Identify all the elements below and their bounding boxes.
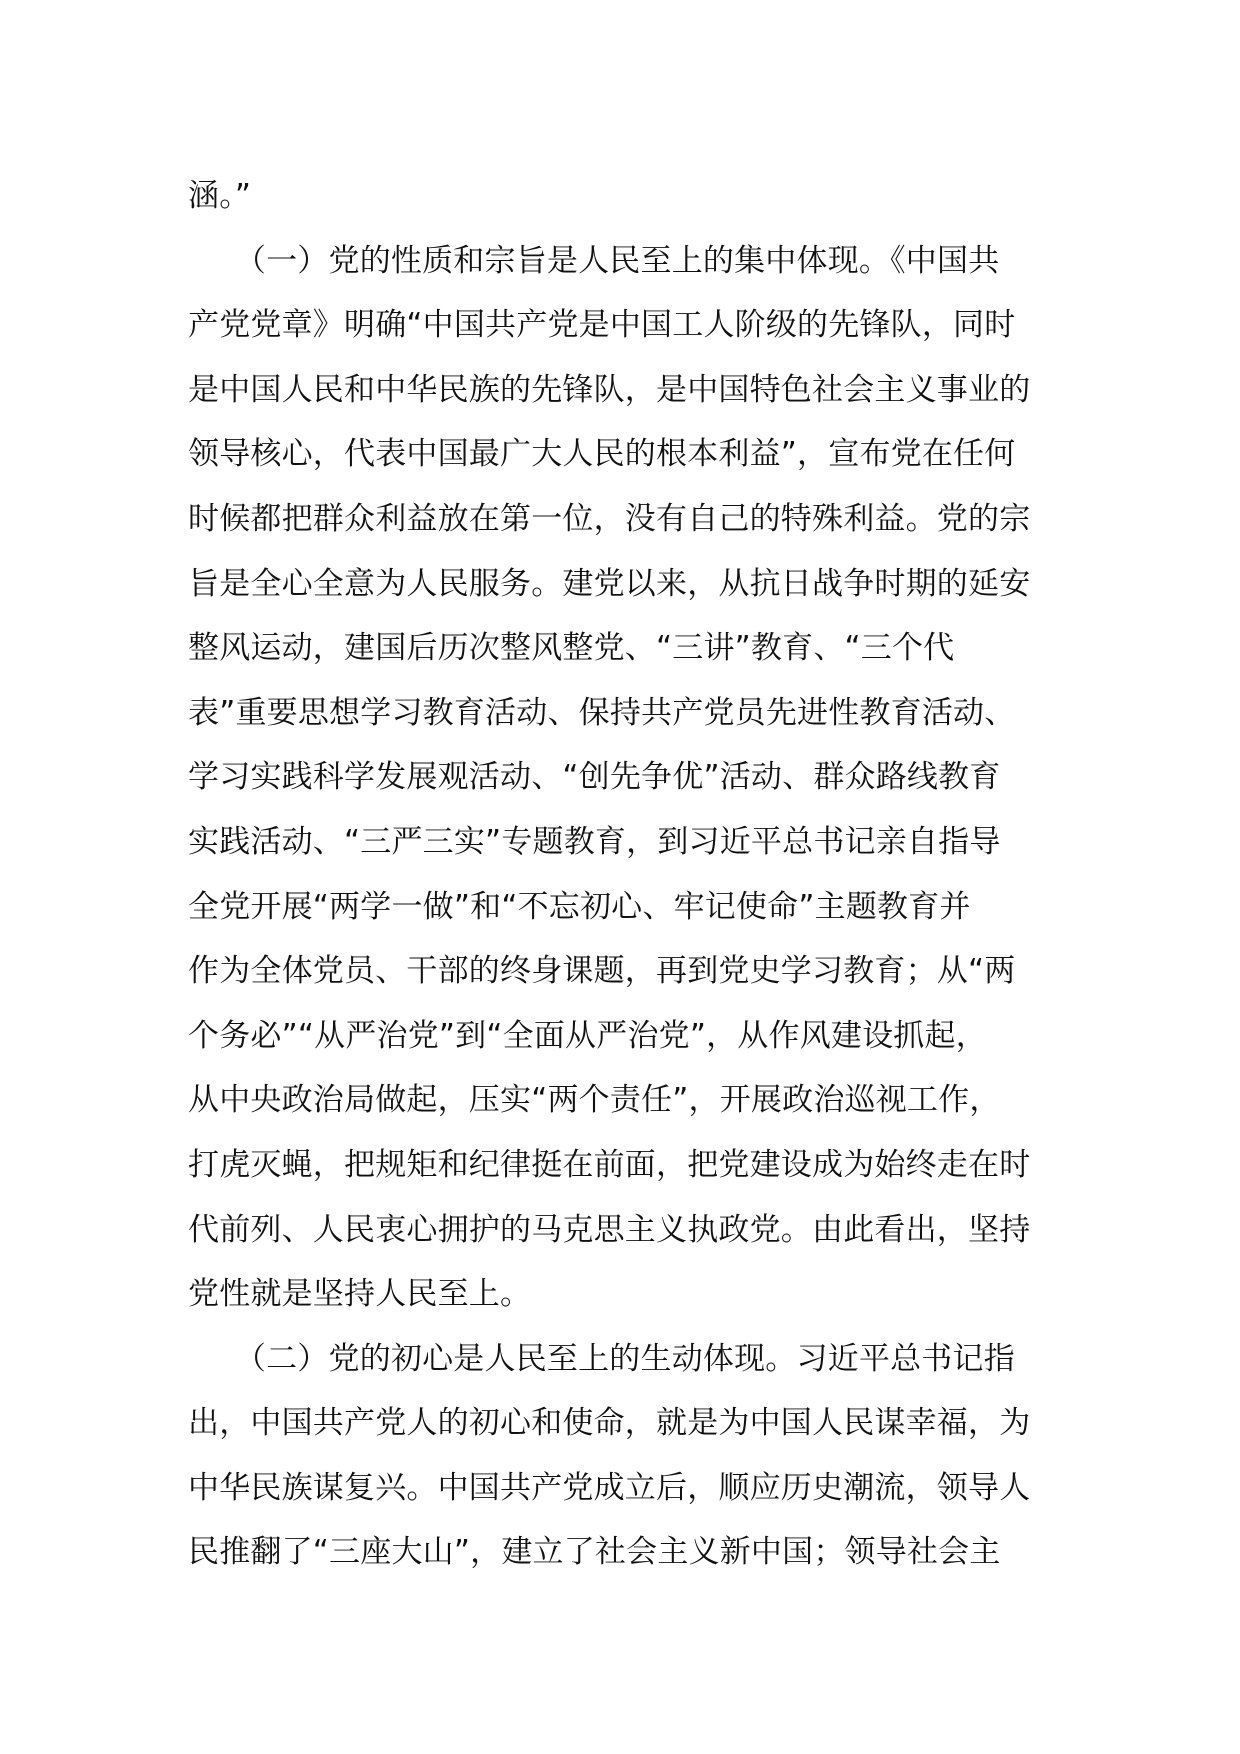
section-heading-line: （一）党的性质和宗旨是人民至上的集中体现。《中国共 [188, 242, 1000, 279]
text-line: 出，中国共产党人的初心和使命，就是为中国人民谋幸福，为 [188, 1405, 1031, 1442]
text-line: 学习实践科学发展观活动、“创先争优”活动、群众路线教育 [188, 759, 1001, 796]
text-line: 整风运动，建国后历次整风整党、“三讲”教育、“三个代 [188, 630, 955, 667]
body-text [188, 164, 1078, 1585]
text-line: 旨是全心全意为人民服务。建党以来，从抗日战争时期的延安 [188, 565, 1031, 602]
text-line: 全党开展“两学一做”和“不忘初心、牢记使命”主题教育并 [188, 888, 971, 925]
text-line: 中华民族谋复兴。中国共产党成立后，顺应历史潮流，领导人 [188, 1469, 1031, 1506]
text-line: 产党党章》明确“中国共产党是中国工人阶级的先锋队，同时 [188, 307, 1016, 344]
text-line: 作为全体党员、干部的终身课题，再到党史学习教育；从“两 [188, 953, 1016, 990]
text-line: 实践活动、“三严三实”专题教育，到习近平总书记亲自指导 [188, 823, 1001, 860]
text-line: 从中央政治局做起，压实“两个责任”，开展政治巡视工作， [188, 1082, 1001, 1119]
text-line: 涵。” [188, 178, 252, 214]
text-line: 个务必”“从严治党”到“全面从严治党”，从作风建设抓起， [188, 1017, 987, 1054]
text-line: 代前列、人民衷心拥护的马克思主义执政党。由此看出，坚持 [188, 1211, 1031, 1248]
text-line: 是中国人民和中华民族的先锋队，是中国特色社会主义事业的 [188, 371, 1031, 408]
text-line: 民推翻了“三座大山”，建立了社会主义新中国；领导社会主 [188, 1534, 1001, 1571]
text-line: 领导核心，代表中国最广大人民的根本利益”，宣布党在任何 [188, 436, 1016, 473]
text-line: 打虎灭蝇，把规矩和纪律挺在前面，把党建设成为始终走在时 [188, 1146, 1031, 1183]
text-line: 党性就是坚持人民至上。 [188, 1276, 532, 1313]
text-line: 时候都把群众利益放在第一位，没有自己的特殊利益。党的宗 [188, 500, 1031, 537]
section-heading-line: （二）党的初心是人民至上的生动体现。习近平总书记指 [188, 1340, 1015, 1377]
text-line: 表”重要思想学习教育活动、保持共产党员先进性教育活动、 [188, 694, 1016, 731]
